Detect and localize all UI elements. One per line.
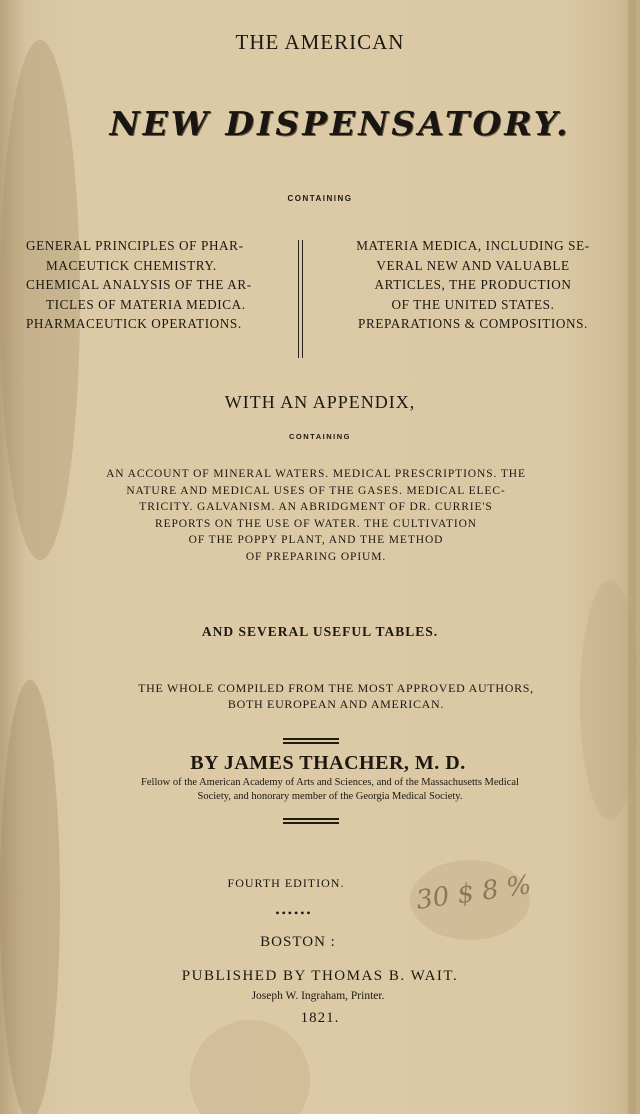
appendix-line: REPORTS ON THE USE OF WATER. THE CULTIVATION	[155, 517, 477, 530]
contents-left-line: GENERAL PRINCIPLES OF PHAR-	[26, 238, 244, 253]
contents-columns	[26, 236, 626, 368]
contents-right-line: VERAL NEW AND VALUABLE	[376, 257, 570, 273]
contents-left-line: TICLES OF MATERIA MEDICA.	[46, 296, 246, 312]
year: 1821.	[300, 1010, 340, 1026]
appendix-line: OF PREPARING OPIUM.	[245, 550, 387, 563]
contents-right-line: MATERIA MEDICA, INCLUDING SE-	[356, 238, 590, 253]
compilation-line: BOTH EUROPEAN AND AMERICAN.	[227, 697, 445, 711]
handwritten-annotation: 30 $ 8 %	[414, 870, 534, 916]
appendix-line: AN ACCOUNT OF MINERAL WATERS. MEDICAL PRESCRIPTIONS. THE	[106, 468, 526, 480]
appendix-heading: WITH AN APPENDIX,	[224, 392, 416, 412]
edition: FOURTH EDITION.	[227, 876, 345, 890]
author-credentials	[20, 776, 640, 804]
compilation-line: THE WHOLE COMPILED FROM THE MOST APPROVED AUTHORS,	[138, 681, 534, 695]
rule-above-author	[283, 738, 339, 740]
rule-below-author	[283, 818, 339, 820]
main-title: NEW DISPENSATORY.	[109, 104, 571, 143]
tables-line: AND SEVERAL USEFUL TABLES.	[201, 624, 439, 639]
credentials-line: Society, and honorary member of the Georgia Medical Society.	[197, 791, 463, 802]
contents-right-column	[313, 236, 633, 334]
containing-label: CONTAINING	[287, 194, 353, 203]
contents-right-line: ARTICLES, THE PRODUCTION	[374, 277, 572, 292]
author-name: BY JAMES THACHER, M. D.	[190, 752, 466, 774]
contents-right-line: PREPARATIONS & COMPOSITIONS.	[358, 316, 588, 331]
rule-above-author	[283, 742, 339, 744]
contents-left-line: CHEMICAL ANALYSIS OF THE AR-	[26, 277, 252, 292]
rule-below-author	[283, 822, 339, 824]
contents-left-column	[26, 236, 288, 334]
appendix-containing-label: CONTAINING	[289, 432, 351, 441]
compilation-note	[36, 680, 636, 712]
publisher: PUBLISHED BY THOMAS B. WAIT.	[181, 968, 459, 984]
credentials-line: Fellow of the American Academy of Arts and Sciences, and of the Massachusetts Medical	[141, 777, 519, 788]
top-title: THE AMERICAN	[235, 30, 405, 54]
contents-right-line: OF THE UNITED STATES.	[391, 296, 555, 312]
column-divider	[298, 240, 299, 358]
contents-left-line: PHARMACEUTICK OPERATIONS.	[26, 316, 242, 331]
contents-left-line: MACEUTICK CHEMISTRY.	[46, 257, 217, 273]
appendix-contents	[26, 466, 606, 566]
column-divider	[302, 240, 303, 358]
appendix-line: TRICITY. GALVANISM. AN ABRIDGMENT OF DR. CURRIE'S	[139, 501, 493, 514]
appendix-line: NATURE AND MEDICAL USES OF THE GASES. MEDICAL ELEC-	[126, 484, 506, 497]
dot-ornament: ••••••	[275, 906, 313, 920]
appendix-line: OF THE POPPY PLANT, AND THE METHOD	[188, 534, 444, 547]
city: BOSTON :	[260, 934, 336, 950]
printer: Joseph W. Ingraham, Printer.	[251, 990, 385, 1002]
